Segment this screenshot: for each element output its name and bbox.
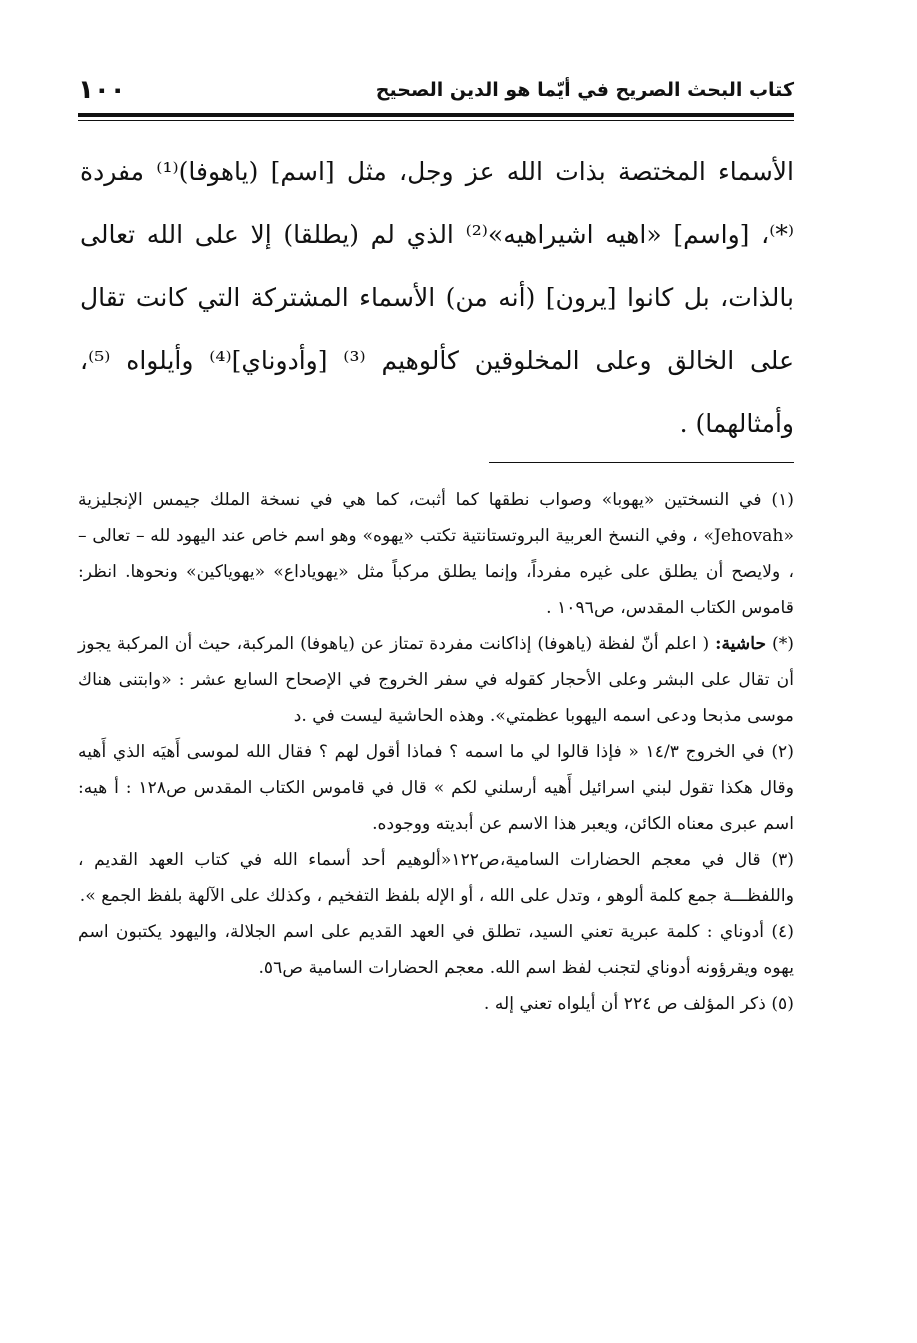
book-title: كتاب البحث الصريح في أيّما هو الدين الصحيح bbox=[375, 79, 794, 101]
footnote-mark: (*) bbox=[771, 634, 794, 654]
footnote-mark: (٤) bbox=[771, 922, 794, 942]
footnote-text: ( اعلم أنّ لفظة (ياهوفا) إذاكانت مفردة تمتاز عن (ياهوفا) المركبة، حيث أن المركبة يجوز أن تقال على البشر وعلى الأحجار كقوله في سفر الخروج في الإصحاح السابع عشر : «وابتنى هناك موسى مذبحا ودعى اسمه اليهوبا عظمتي». وهذه الحاشية ليست في .د bbox=[78, 634, 794, 726]
footnote-text: ذكر المؤلف ص ٢٢٤ أن أيلواه تعني إله . bbox=[483, 994, 766, 1014]
footnote-text: أدوناي : كلمة عبرية تعني السيد، تطلق في العهد القديم على اسم الجلالة، واليهود يكتبون اسم يهوه ويقرؤونه أدوناي لتجنب لفظ اسم الله. معجم الحضارات السامية ص٥٦. bbox=[78, 922, 794, 978]
footnote-separator bbox=[489, 462, 794, 463]
footnote-hashiya bbox=[78, 626, 794, 734]
footnote-text: قال في معجم الحضارات السامية،ص١٢٢«ألوهيم أحد أسماء الله في كتاب العهد القديم ، واللفظـــة جمع كلمة ألوهو ، وتدل على الله ، أو الإله بلفظ التفخيم ، وكذلك على الآلهة بلفظ الجمع ». bbox=[78, 850, 794, 906]
footnote-mark: (٣) bbox=[771, 850, 795, 870]
header-rule-thick bbox=[78, 113, 794, 117]
footnote-mark: (١) bbox=[771, 490, 795, 510]
footnote-4 bbox=[78, 914, 794, 986]
footnotes bbox=[78, 482, 794, 1022]
footnote-text: في الخروج ١٤/٣ « فإذا قالوا لي ما اسمه ؟ فماذا أقول لهم ؟ فقال الله لموسى أَهيَه الذي أَهيه وقال هكذا تقول لبني اسرائيل أَهيه أرسلني لكم » قال في قاموس الكتاب المقدس ص١٢٨ : أ هيه: اسم عبرى معناه الكائن، ويعبر هذا الاسم عن أبديته ووجوده. bbox=[78, 742, 794, 834]
footnote-2 bbox=[78, 734, 794, 842]
footnote-mark: (٥) bbox=[771, 994, 794, 1014]
footnote-text: في النسختين «يهوبا» وصواب نطقها كما أثبت، كما هي في نسخة الملك جيمس الإنجليزية «Jehovah» ، وفي النسخ العربية البروتستانتية تكتب «يهوه» وهو اسم خاص عند اليهود لله – تعالى – ، ولايصح أن يطلق على غيره مفرداً، وإنما يطلق مركباً مثل «يهوياداع» «يهوياكين» ونحوها. انظر: قاموس الكتاب المقدس، ص١٠٩٦ . bbox=[78, 490, 794, 618]
body-paragraph: الأسماء المختصة بذات الله عز وجل، مثل [اسم] (ياهوفا)⁽¹⁾ مفردة ⁽*⁾، [واسم] «اهيه اشيراهيه»⁽²⁾ الذي لم (يطلقا) إلا على الله تعالى بالذات، بل كانوا [يرون] (أنه من) الأسماء المشتركة التي كانت تقال على الخالق وعلى المخلوقين كألوهيم ⁽³⁾ [وأدوناي]⁽⁴⁾ وأيلواه ⁽⁵⁾، وأمثالهما) . bbox=[80, 157, 795, 438]
main-text bbox=[80, 140, 794, 455]
footnote-1 bbox=[78, 482, 794, 626]
footnote-mark: (٢) bbox=[771, 742, 794, 762]
footnote-3 bbox=[78, 842, 794, 914]
footnote-label: حاشية: bbox=[715, 634, 767, 654]
page-number: ١٠٠ bbox=[78, 75, 126, 105]
footnote-5 bbox=[78, 986, 794, 1022]
header-rule-thin bbox=[78, 120, 794, 121]
running-header bbox=[78, 72, 794, 108]
